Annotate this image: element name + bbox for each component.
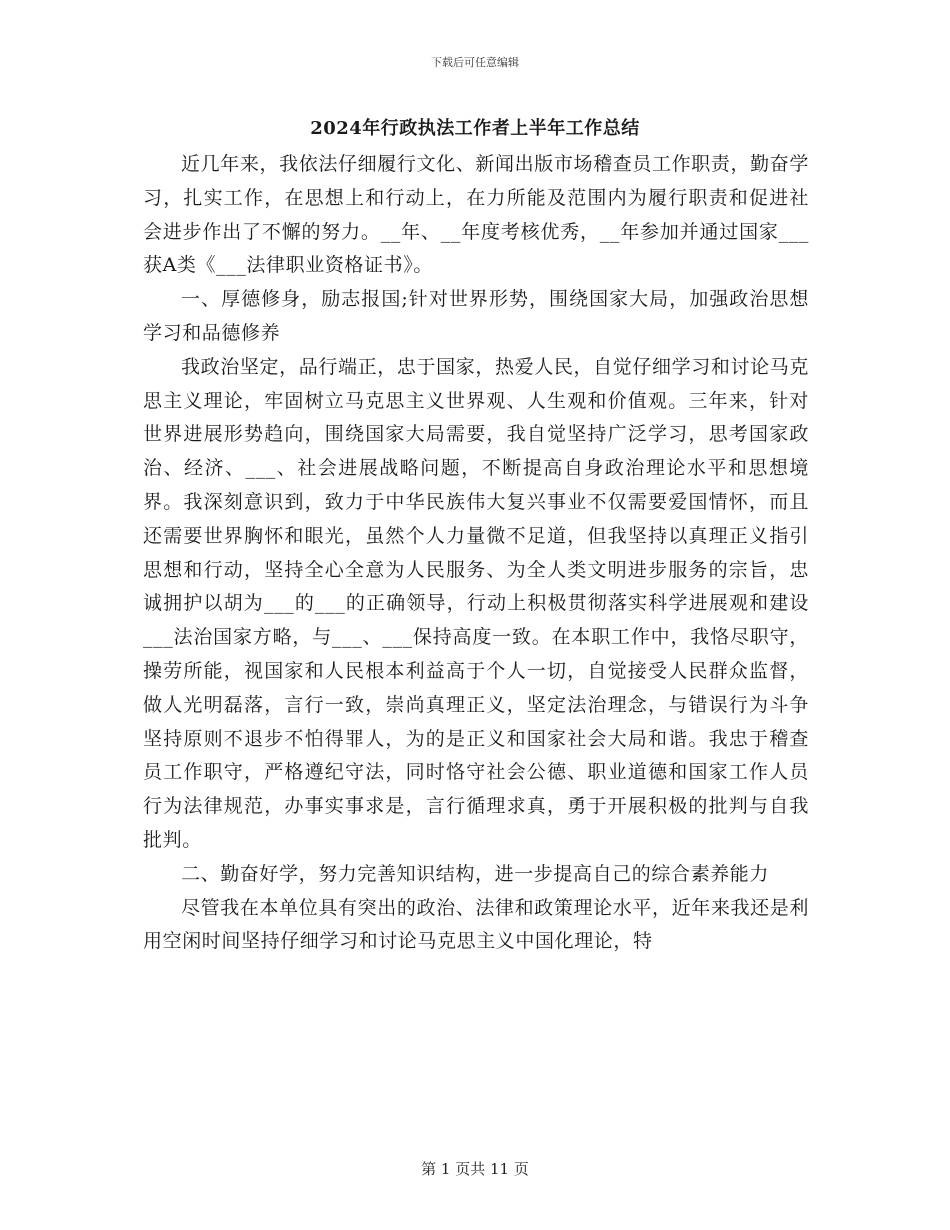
paragraph-section-2: 尽管我在本单位具有突出的政治、法律和政策理论水平，近年来我还是利用空闲时间坚持仔细学习和讨论马克思主义中国化理论，特 <box>143 896 809 953</box>
document-body <box>143 148 809 959</box>
section-heading-1: 一、厚德修身，励志报国;针对世界形势，围绕国家大局，加强政治思想学习和品德修养 <box>143 288 809 344</box>
header-note: 下载后可任意编辑 <box>431 56 519 69</box>
paragraph-section-1: 我政治坚定，品行端正，忠于国家，热爱人民，自觉仔细学习和讨论马克思主义理论，牢固树立马克思主义世界观、人生观和价值观。三年来，针对世界进展形势趋向，围绕国家大局需要，我自觉坚持广泛学习，思考国家政治、经济、___、社会进展战略问题，不断提高自身政治理论水平和思想境界。我深刻意识到，致力于中华民族伟大复兴事业不仅需要爱国情怀，而且还需要世界胸怀和眼光，虽然个人力量微不足道，但我坚持以真理正义指引思想和行动，坚持全心全意为人民服务、为全人类文明进步服务的宗旨，忠诚拥护以胡为___的___的正确领导，行动上积极贯彻落实科学进展观和建设___法治国家方略，与___、___保持高度一致。在本职工作中，我恪尽职守，操劳所能，视国家和人民根本利益高于个人一切，自觉接受人民群众监督，做人光明磊落，言行一致，崇尚真理正义，坚定法治理念，与错误行为斗争坚持原则不退步不怕得罪人，为的是正义和国家社会大局和谐。我忠于稽查员工作职守，严格遵纪守法，同时恪守社会公德、职业道德和国家工作人员行为法律规范，办事实事求是，言行循理求真，勇于开展积极的批判与自我批判。 <box>143 355 809 851</box>
paragraph-intro: 近几年来，我依法仔细履行文化、新闻出版市场稽查员工作职责，勤奋学习，扎实工作，在思想上和行动上，在力所能及范围内为履行职责和促进社会进步作出了不懈的努力。__年、__年度考核优秀，__年参加并通过国家___获A类《___法律职业资格证书》。 <box>143 153 809 277</box>
page-number: 第 1 页共 11 页 <box>421 1160 529 1178</box>
document-title: 2024年行政执法工作者上半年工作总结 <box>310 118 640 139</box>
section-heading-2: 二、勤奋好学，努力完善知识结构，进一步提高自己的综合素养能力 <box>181 862 770 885</box>
